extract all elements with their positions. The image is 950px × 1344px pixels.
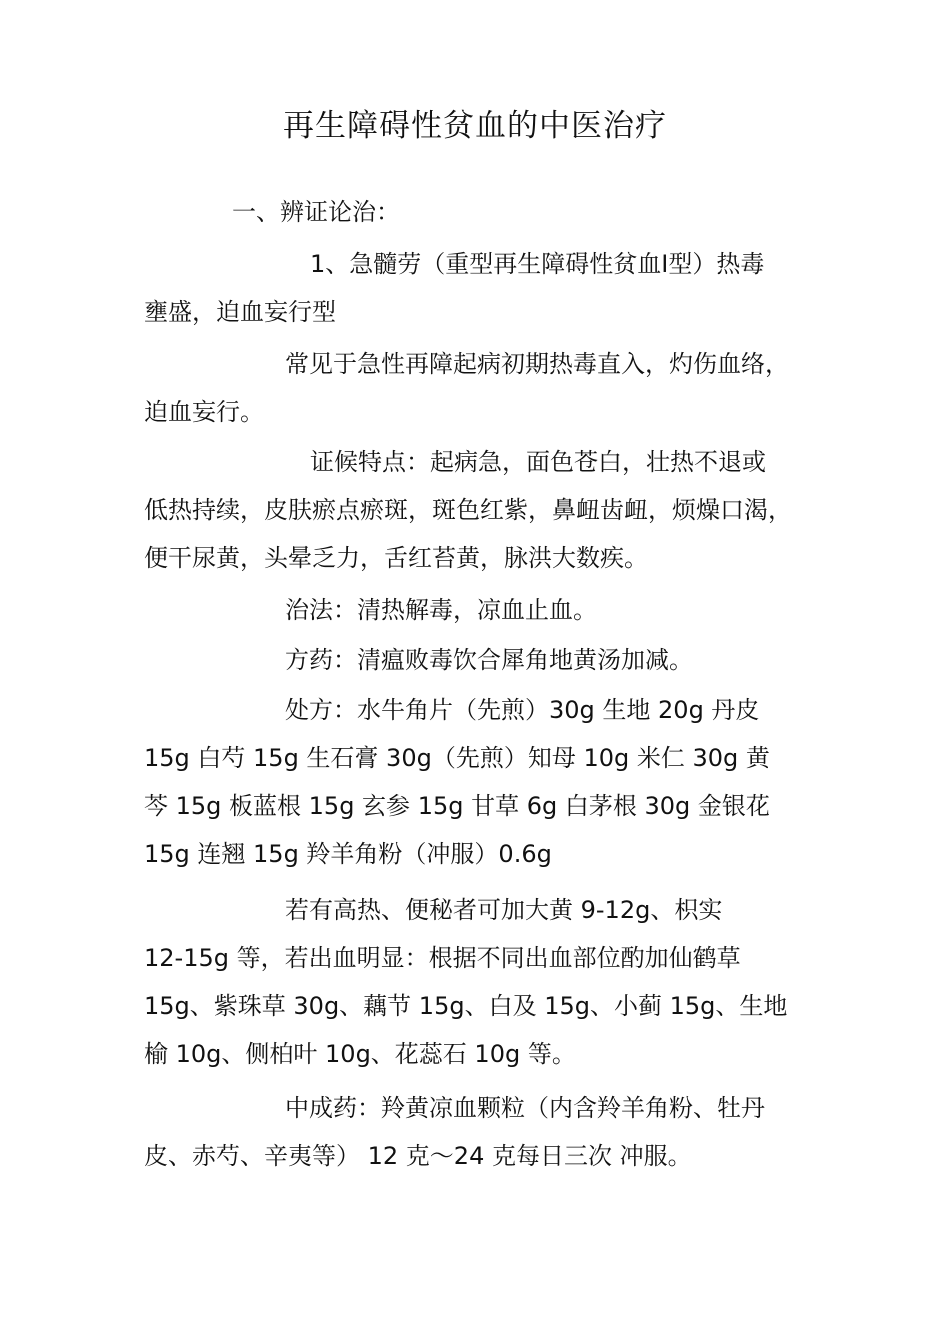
document-title: 再生障碍性贫血的中医治疗 — [283, 108, 667, 144]
text-line: 皮、赤芍、辛夷等） 12 克～24 克每日三次 冲服。 — [144, 1142, 692, 1170]
text-line: 证候特点：起病急，面色苍白，壮热不退或 — [310, 448, 766, 476]
paragraph-modifications — [144, 886, 824, 1078]
text-line: 榆 10g、侧柏叶 10g、花蕊石 10g 等。 — [144, 1040, 576, 1068]
text-line: 便干尿黄，头晕乏力，舌红苔黄，脉洪大数疾。 — [144, 544, 648, 572]
paragraph-pathogenesis — [144, 340, 824, 436]
paragraph-treatment-method — [144, 586, 824, 634]
text-line: 中成药：羚黄凉血颗粒（内含羚羊角粉、牡丹 — [285, 1094, 765, 1122]
paragraph-symptoms — [144, 438, 824, 582]
text-line: 方药：清瘟败毒饮合犀角地黄汤加减。 — [285, 646, 693, 674]
text-line: 低热持续，皮肤瘀点瘀斑，斑色红紫，鼻衄齿衄，烦燥口渴， — [144, 496, 792, 524]
paragraph-prescription — [144, 686, 824, 878]
text-line: 15g 连翘 15g 羚羊角粉（冲服）0.6g — [144, 840, 552, 868]
text-line: 常见于急性再障起病初期热毒直入，灼伤血络， — [285, 350, 789, 378]
text-line: 1、急髓劳（重型再生障碍性贫血Ⅰ型）热毒 — [310, 250, 765, 278]
section-heading: 一、辨证论治： — [232, 198, 400, 226]
text-line: 壅盛，迫血妄行型 — [144, 298, 336, 326]
text-line: 处方：水牛角片（先煎）30g 生地 20g 丹皮 — [285, 696, 760, 724]
text-line: 15g、紫珠草 30g、藕节 15g、白及 15g、小蓟 15g、生地 — [144, 992, 788, 1020]
paragraph-patent-medicine — [144, 1084, 824, 1180]
paragraph-syndrome-type — [144, 240, 824, 336]
text-line: 治法：清热解毒，凉血止血。 — [285, 596, 597, 624]
text-line: 若有高热、便秘者可加大黄 9-12g、枳实 — [285, 896, 723, 924]
paragraph-formula — [144, 636, 824, 684]
text-line: 芩 15g 板蓝根 15g 玄参 15g 甘草 6g 白茅根 30g 金银花 — [144, 792, 770, 820]
text-line: 12-15g 等，若出血明显：根据不同出血部位酌加仙鹤草 — [144, 944, 741, 972]
text-line: 15g 白芍 15g 生石膏 30g（先煎）知母 10g 米仁 30g 黄 — [144, 744, 770, 772]
text-line: 迫血妄行。 — [144, 398, 264, 426]
